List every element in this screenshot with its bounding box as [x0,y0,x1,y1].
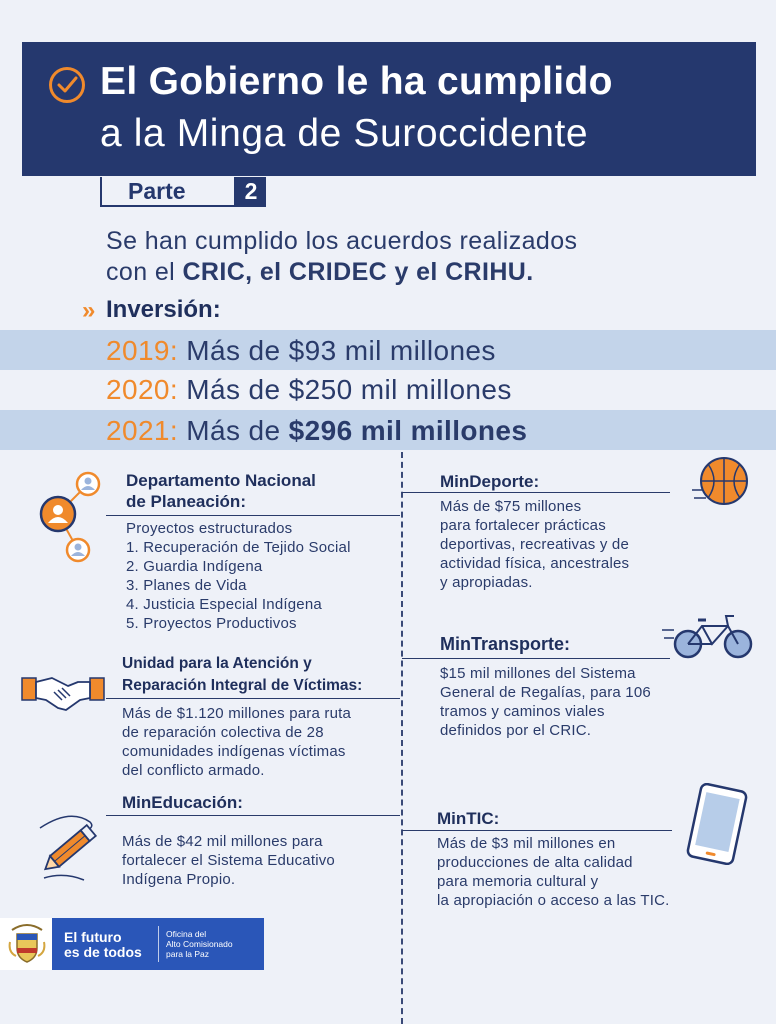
victimas-title [122,653,362,697]
deporte-line: deportivas, recreativas y de [440,536,630,553]
investment-row-2019 [106,335,496,367]
dnp-rule [106,515,400,516]
page-title: El Gobierno le ha cumplido [100,60,613,103]
deporte-line: y apropiadas. [440,574,533,591]
basketball-icon [690,454,750,510]
dnp-title-line-2: de Planeación: [126,492,246,511]
network-people-icon [36,470,106,566]
transporte-line: tramos y caminos viales [440,703,605,720]
page-subtitle: a la Minga de Suroccidente [100,112,589,155]
educacion-rule [106,815,400,816]
coat-of-arms-icon [8,922,46,966]
dnp-line: 3. Planes de Vida [126,577,247,594]
intro-line-2-bold: CRIC, el CRIDEC y el CRIHU. [182,258,534,286]
pencil-icon [36,810,108,884]
transporte-line: definidos por el CRIC. [440,722,592,739]
dnp-title [126,470,316,512]
dnp-line: 4. Justicia Especial Indígena [126,596,322,613]
deporte-rule [402,492,670,493]
educacion-title: MinEducación: [122,793,243,812]
footer-office-line-1: Oficina del [166,929,207,939]
tic-line: para memoria cultural y [437,873,599,890]
deporte-line: actividad física, ancestrales [440,555,630,572]
footer-office-line-2: Alto Comisionado [166,939,233,949]
bicycle-icon [660,610,756,662]
footer-separator [158,926,159,962]
tic-line: Más de $3 mil millones en [437,835,616,852]
educacion-body [122,832,335,889]
victimas-line: del conflicto armado. [122,762,265,779]
footer-brand-line-1: El futuro [64,929,122,945]
transporte-rule [402,658,670,659]
tablet-icon [684,783,750,865]
educacion-line: Más de $42 mil millones para [122,833,323,850]
dnp-line: 2. Guardia Indígena [126,558,263,575]
victimas-line: Más de $1.120 millones para ruta [122,705,352,722]
amount-text: Más de $93 mil millones [178,335,496,366]
amount-text: Más de [178,415,289,446]
victimas-title-line-1: Unidad para la Atención y [122,655,312,672]
tic-body [437,834,669,910]
year-label: 2020: [106,374,179,405]
footer-office-line-3: para la Paz [166,949,209,959]
column-divider [401,452,403,1024]
deporte-line: Más de $75 millones [440,498,582,515]
dnp-line: Proyectos estructurados [126,520,293,537]
double-chevron-icon: » [82,297,96,324]
inversion-label: Inversión: [106,296,221,323]
dnp-line: 5. Proyectos Productivos [126,615,297,632]
footer-brand-line-2: es de todos [64,944,142,960]
tic-rule [402,830,672,831]
deporte-body [440,497,629,592]
transporte-body [440,664,651,740]
victimas-body [122,704,351,780]
parte-label: Parte [128,178,186,204]
parte-number: 2 [244,178,258,204]
footer-brand [64,930,142,960]
intro-line-2 [106,257,577,288]
amount-bold: $296 mil millones [288,415,528,446]
deporte-title: MinDeporte: [440,472,540,491]
transporte-line: General de Regalías, para 106 [440,684,651,701]
dnp-body [126,519,351,633]
deporte-line: para fortalecer prácticas [440,517,606,534]
amount-text: Más de $250 mil millones [178,374,512,405]
victimas-line: de reparación colectiva de 28 [122,724,324,741]
educacion-line: Indígena Propio. [122,871,236,888]
tic-line: la apropiación o acceso a las TIC. [437,892,670,909]
victimas-rule [106,698,400,699]
transporte-line: $15 mil millones del Sistema [440,665,636,682]
dnp-title-line-1: Departamento Nacional [126,471,316,490]
educacion-line: fortalecer el Sistema Educativo [122,852,335,869]
dnp-line: 1. Recuperación de Tejido Social [126,539,351,556]
tic-title: MinTIC: [437,809,500,828]
check-circle-icon [48,66,86,104]
investment-row-2021 [106,415,527,447]
intro-text [106,226,577,288]
intro-line-1: Se han cumplido los acuerdos realizados [106,227,578,255]
handshake-icon [20,668,106,716]
footer-office [166,929,233,959]
year-label: 2021: [106,415,179,446]
year-label: 2019: [106,335,179,366]
victimas-title-line-2: Reparación Integral de Víctimas: [122,677,363,694]
tic-line: producciones de alta calidad [437,854,633,871]
intro-line-2-prefix: con el [106,258,183,286]
transporte-title: MinTransporte: [440,634,571,654]
victimas-line: comunidades indígenas víctimas [122,743,346,760]
investment-row-2020 [106,374,512,406]
